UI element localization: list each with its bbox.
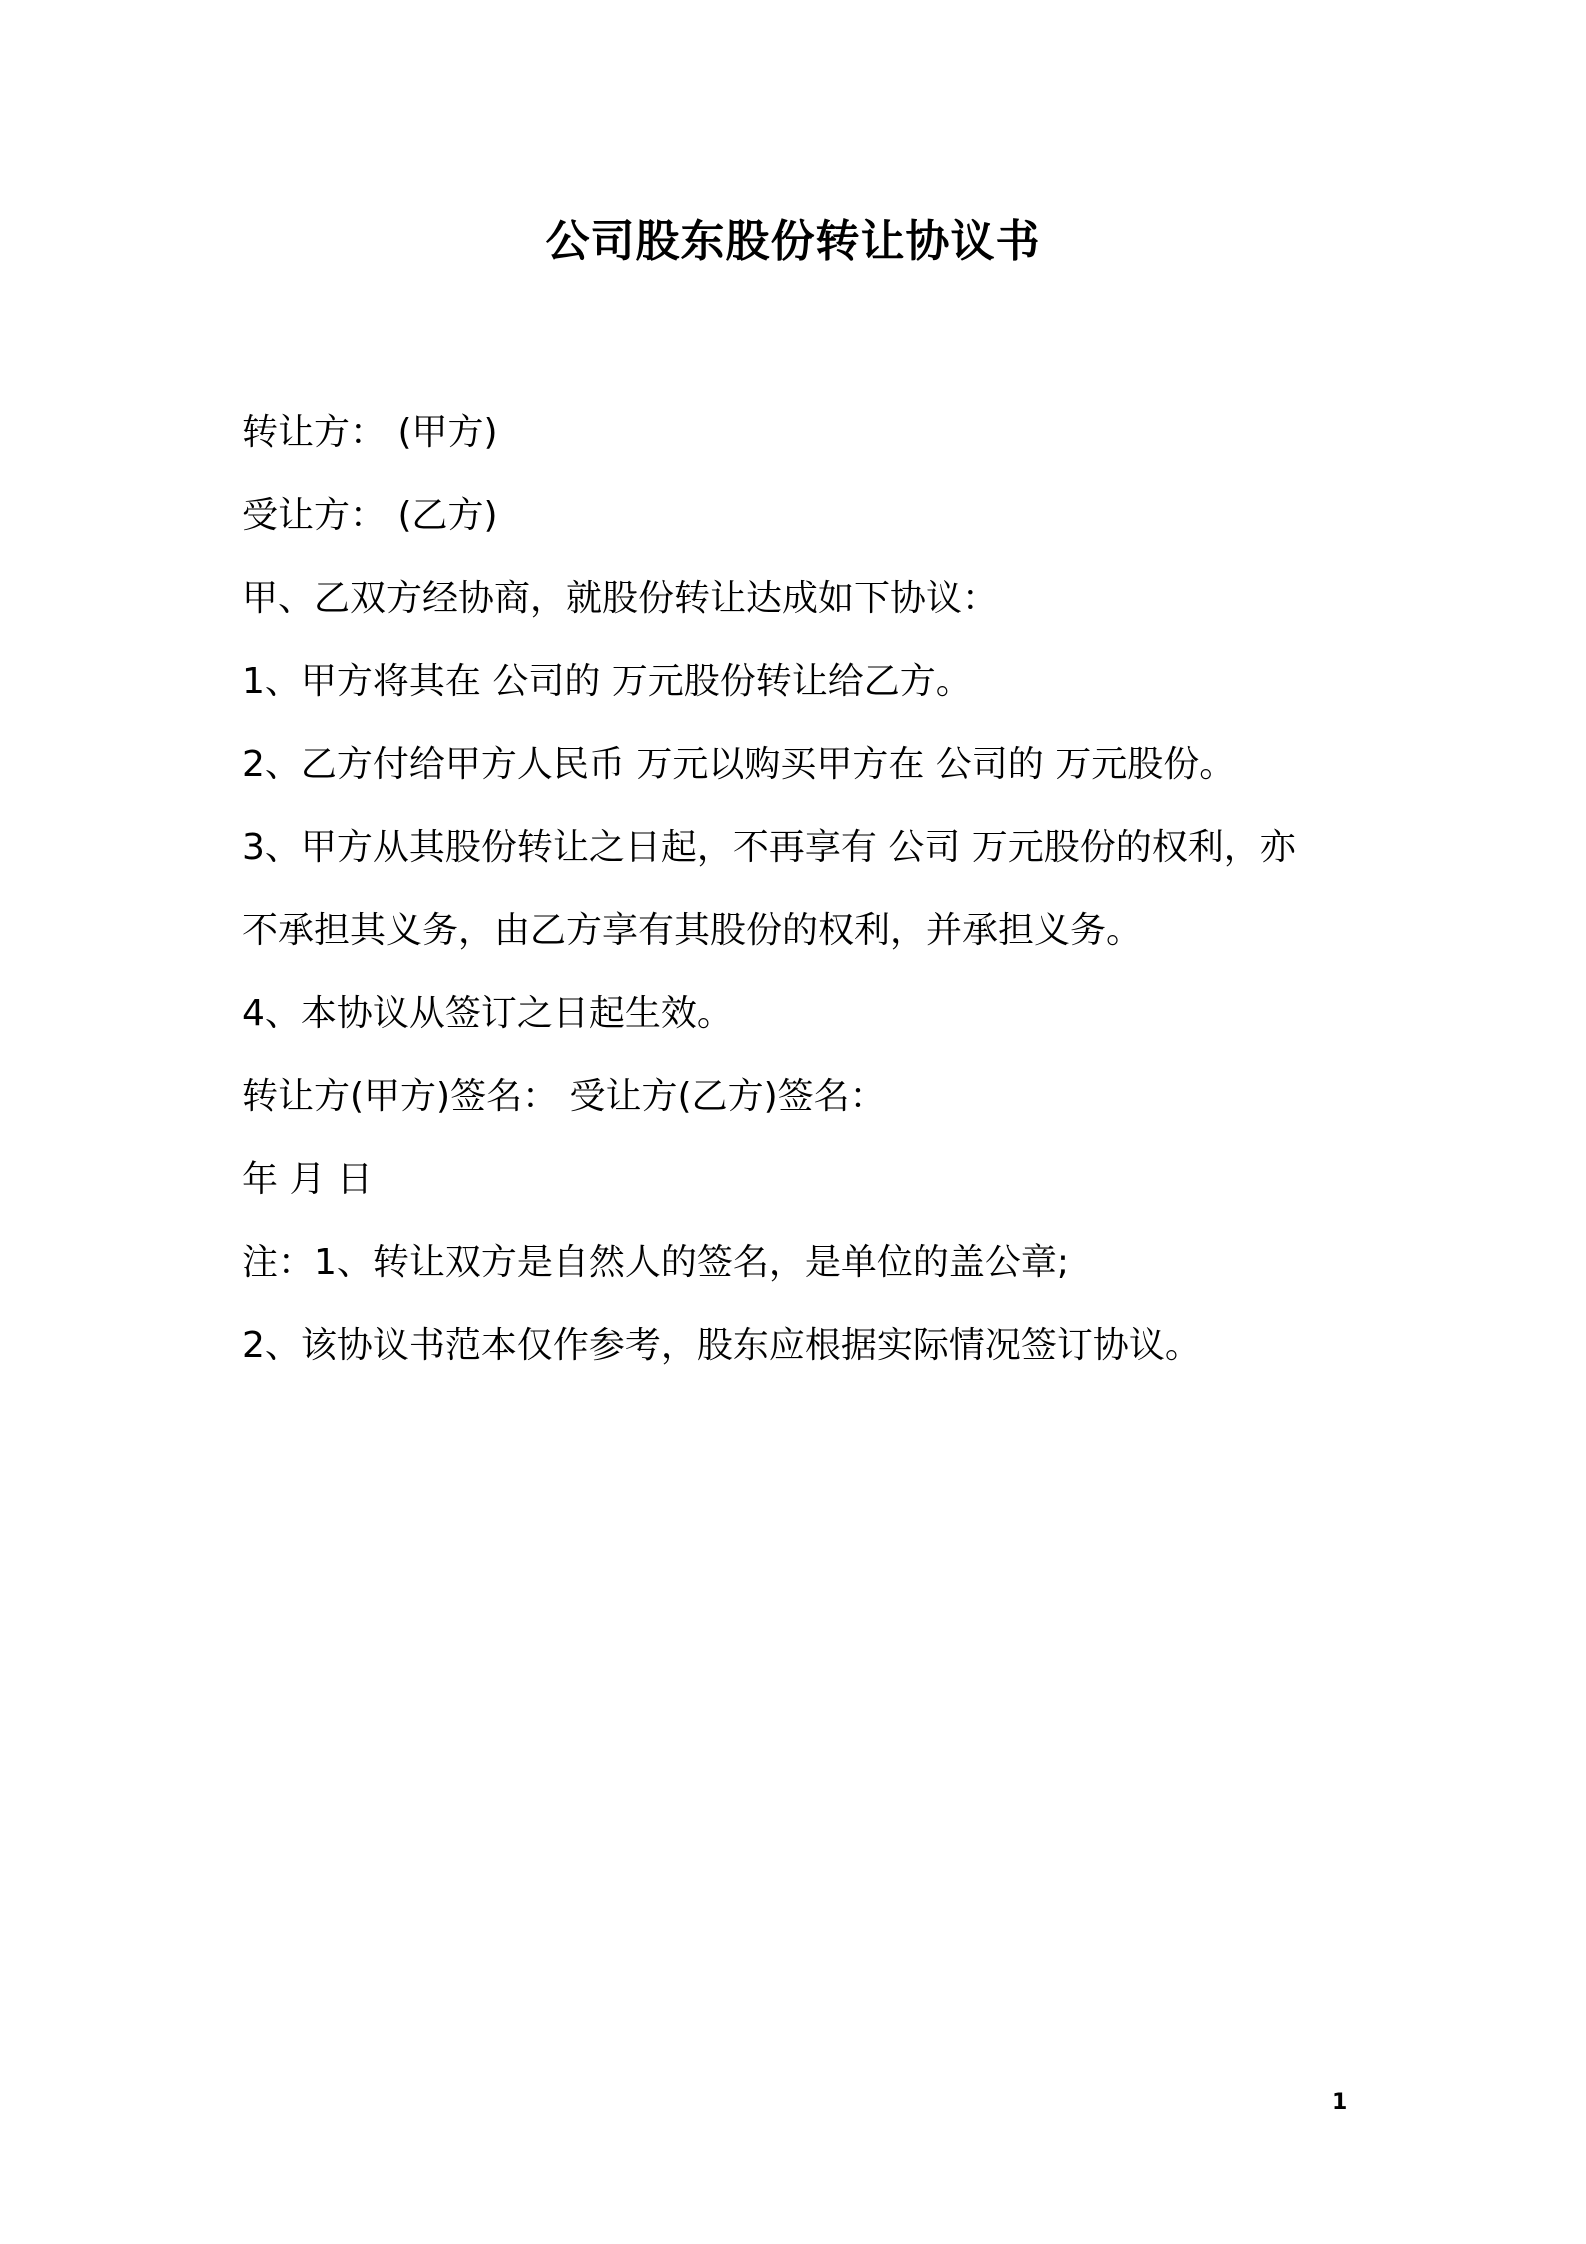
- clause-1: 1、甲方将其在 公司的 万元股份转让给乙方。: [242, 661, 972, 702]
- document-body: [242, 408, 1362, 1404]
- agreement-intro: 甲、乙双方经协商，就股份转让达成如下协议：: [242, 578, 999, 619]
- page-number: 1: [1332, 2090, 1348, 2115]
- clause-2: 2、乙方付给甲方人民币 万元以购买甲方在 公司的 万元股份。: [242, 744, 1236, 785]
- date-line: 年 月 日: [242, 1159, 373, 1200]
- signature-line: 转让方(甲方)签名： 受让方(乙方)签名：: [242, 1076, 886, 1117]
- transferee-line: 受让方： (乙方): [242, 495, 498, 536]
- transferor-line: 转让方： (甲方): [242, 412, 498, 453]
- note-2: 2、该协议书范本仅作参考，股东应根据实际情况签订协议。: [242, 1325, 1201, 1366]
- clause-4: 4、本协议从签订之日起生效。: [242, 993, 733, 1034]
- clause-3-continued: 不承担其义务，由乙方享有其股份的权利，并承担义务。: [242, 910, 1143, 951]
- document-title: 公司股东股份转让协议书: [545, 216, 1041, 267]
- note-1: 注：1、转让双方是自然人的签名，是单位的盖公章;: [242, 1242, 1070, 1283]
- clause-3: 3、甲方从其股份转让之日起，不再享有 公司 万元股份的权利，亦: [242, 827, 1296, 868]
